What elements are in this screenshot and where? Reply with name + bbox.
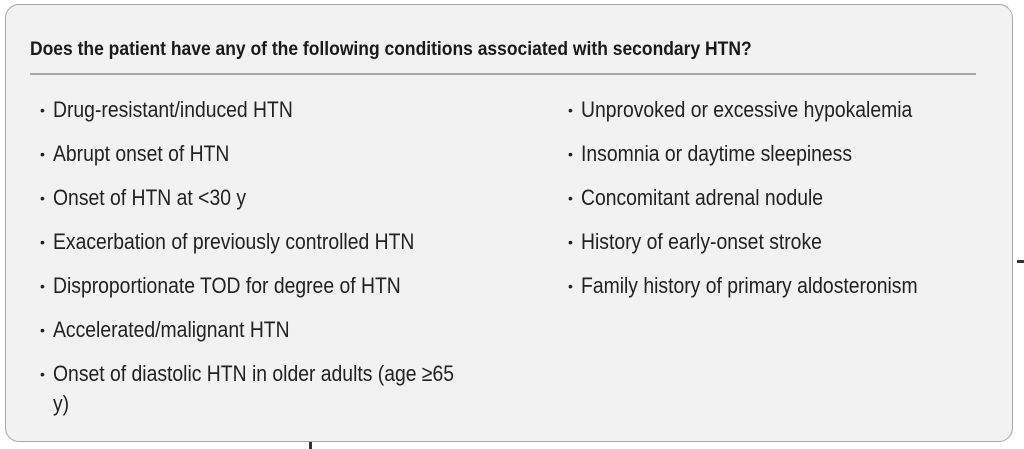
list-item [568,271,1008,301]
list-item [40,315,540,345]
list-item [40,183,540,213]
list-item [40,271,540,301]
list-item-text: History of early-onset stroke [581,229,822,254]
condition-card [5,4,1013,442]
list-item-text: Drug-resistant/induced HTN [53,97,293,122]
list-item-text: Family history of primary aldosteronism [581,273,918,298]
list-item [568,227,1008,257]
connector-stub-right [1017,260,1024,263]
list-item-text: Accelerated/malignant HTN [53,317,290,342]
list-item [40,139,540,169]
list-item-text: Onset of HTN at <30 y [53,185,247,210]
list-item-text: Unprovoked or excessive hypokalemia [581,97,913,122]
bullet-icon: • [40,102,45,118]
bullet-icon: • [40,146,45,162]
list-item [40,359,473,419]
bullet-icon: • [40,234,45,250]
left-condition-list [40,95,540,433]
connector-stub-bottom [309,442,312,449]
bullet-icon: • [568,278,573,294]
list-item-text: Disproportionate TOD for degree of HTN [53,273,401,298]
card-title: Does the patient have any of the following conditions associated with secondary HTN? [30,39,752,60]
title-divider [30,73,976,75]
bullet-icon: • [568,190,573,206]
bullet-icon: • [568,234,573,250]
list-item [40,95,540,125]
bullet-icon: • [568,146,573,162]
list-item [40,227,540,257]
list-item [568,95,1008,125]
bullet-icon: • [568,102,573,118]
bullet-icon: • [40,322,45,338]
list-item-text: Onset of diastolic HTN in older adults (age ≥65 y) [53,361,455,416]
bullet-icon: • [40,278,45,294]
list-item-text: Concomitant adrenal nodule [581,185,824,210]
list-item-text: Abrupt onset of HTN [53,141,230,166]
bullet-icon: • [40,366,45,382]
list-item-text: Insomnia or daytime sleepiness [581,141,853,166]
right-condition-list [568,95,1008,315]
list-item [568,183,1008,213]
list-item [568,139,1008,169]
bullet-icon: • [40,190,45,206]
list-item-text: Exacerbation of previously controlled HTN [53,229,415,254]
